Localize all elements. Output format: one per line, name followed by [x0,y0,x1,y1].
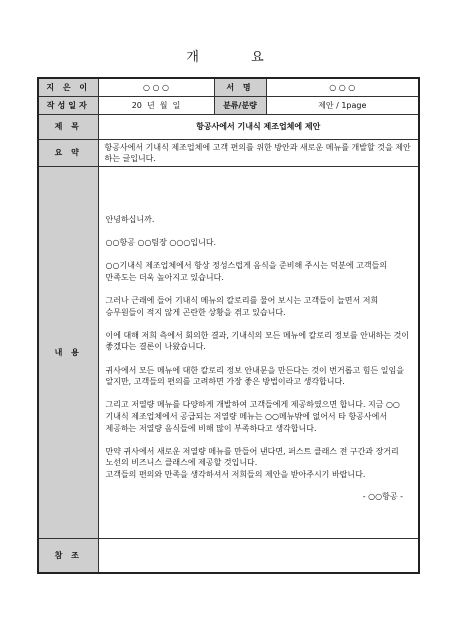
content-paragraph: 그리고 저열량 메뉴를 다양하게 개발하여 고객들에게 제공하였으면 합니다. 지금 ○○기내식 제조업체에서 공급되는 저열량 메뉴는 ○○메뉴밖에 없어서 타 항공사에서 제공하는 저열량 음식들에 비해 많이 부족하다고 생각합니다. [105,400,400,433]
subject-label: 제 목 [38,114,98,139]
date-value: 20 년 월 일 [98,96,214,114]
summary-row [38,139,419,166]
reference-value [98,538,419,573]
reference-label: 참 조 [38,538,98,573]
category-value: 제안 / 1page [266,96,419,114]
date-label: 작성일자 [38,96,98,114]
content-body [98,166,419,538]
category-label: 분류/분량 [214,96,266,114]
signature-value: ○ ○ ○ [266,78,419,96]
content-paragraph: 만약 귀사에서 새로운 저열량 메뉴를 만들어 낸다면, 퍼스트 클래스 전 구간과 장거리 노선의 비즈니스 클래스에 제공할 것입니다. 고객들의 편의와 만족을 생각하셔서 저희들의 제안을 받아주시기 바랍니다. [105,446,399,479]
author-row [38,78,419,96]
signature-label: 서 명 [214,78,266,96]
content-signoff: - ○○항공 - [362,491,403,501]
content-paragraph: ○○기내식 제조업체에서 항상 정성스럽게 음식을 준비해 주시는 덕분에 고객들의 만족도는 더욱 높아지고 있습니다. [105,261,388,282]
content-paragraph: 그러나 근래에 들어 기내식 메뉴의 칼로리를 물어 보시는 고객들이 늘면서 저희 승무원들이 적지 않게 곤란한 상황을 겪고 있습니다. [105,296,379,317]
content-paragraph: 이에 대해 저희 측에서 회의한 결과, 기내식의 모든 메뉴에 칼로리 정보를 안내하는 것이 좋겠다는 결론이 나왔습니다. [105,330,410,352]
author-value: ○ ○ ○ [98,78,214,96]
content-paragraph: ○○항공 ○○팀장 ○○○입니다. [105,238,217,248]
summary-value: 항공사에서 기내식 제조업체에 고객 편의를 위한 방안과 새로운 메뉴를 개발할 것을 제안하는 글입니다. [98,139,419,166]
proposal-form-table [37,77,420,574]
content-row [38,166,419,538]
reference-row [38,538,419,573]
content-label: 내 용 [38,166,98,538]
content-paragraph: 안녕하십니까. [105,214,155,224]
date-row [38,96,419,114]
subject-value: 항공사에서 기내식 제조업체에 제안 [98,114,419,139]
content-paragraph: 귀사에서 모든 메뉴에 대한 칼로리 정보 안내문을 만든다는 것이 번거롭고 힘든 일임을 알지만, 고객들의 편의를 고려하면 가장 좋은 방법이라고 생각합니다. [105,365,404,387]
author-label: 지 은 이 [38,78,98,96]
document-title: 개 요 [186,50,288,65]
subject-row [38,114,419,139]
summary-label: 요 약 [38,139,98,166]
